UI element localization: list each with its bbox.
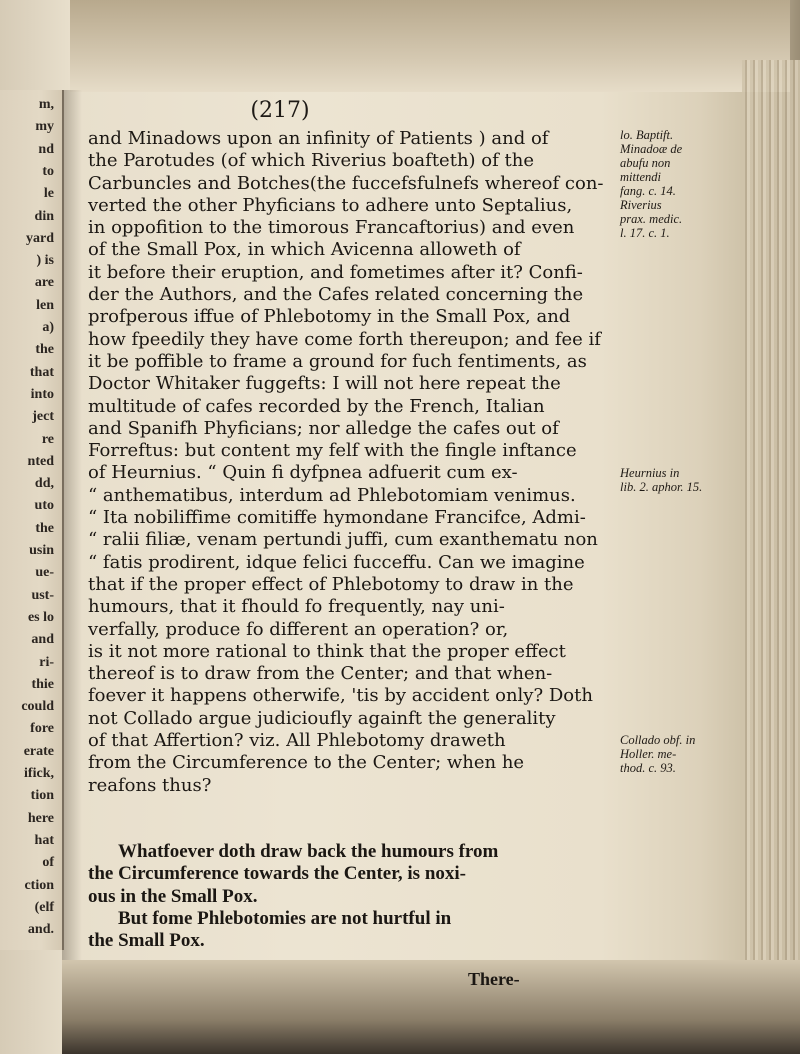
margin-note-line: Minadoæ de bbox=[620, 142, 683, 156]
left-page-fragment: din bbox=[34, 208, 54, 224]
text-line: the Parotudes (of which Riverius boafteth) of the bbox=[88, 150, 534, 172]
left-page-fragment: yard bbox=[26, 230, 54, 246]
margin-note-heurnius bbox=[620, 466, 750, 494]
syllogism-line: Whatfoever doth draw back the humours from bbox=[118, 840, 499, 862]
text-line: “ ralii filiæ, venam pertundi juffi, cum exanthematu non bbox=[88, 529, 598, 551]
left-page-fragment: es lo bbox=[27, 609, 54, 625]
margin-note-line: Holler. me- bbox=[620, 747, 677, 761]
text-line: of that Affertion? viz. All Phlebotomy draweth bbox=[88, 730, 506, 752]
text-line: and Minadows upon an infinity of Patients ) and of bbox=[88, 128, 549, 149]
text-line: “ Ita nobiliffime comitiffe hymondane Francifce, Admi- bbox=[88, 507, 586, 529]
text-line: from the Circumference to the Center; when he bbox=[88, 752, 525, 774]
left-page-fragment: nd bbox=[38, 141, 54, 157]
margin-note-line: mittendi bbox=[620, 170, 661, 184]
left-page-fragment: ction bbox=[24, 877, 54, 893]
syllogism-line: ous in the Small Pox. bbox=[88, 885, 258, 907]
text-line: “ anthematibus, interdum ad Phlebotomiam venimus. bbox=[88, 484, 576, 506]
body-text bbox=[88, 128, 648, 991]
left-page-fragment: uto bbox=[34, 498, 54, 514]
text-line: it before their eruption, and fometimes after it? Confi- bbox=[88, 261, 583, 283]
margin-note-line: abufu non bbox=[620, 156, 671, 170]
text-line: that if the proper effect of Phlebotomy to draw in the bbox=[88, 573, 574, 595]
left-page-fragment: thie bbox=[31, 676, 54, 692]
left-page-fragment: are bbox=[34, 275, 54, 291]
margin-note-line: thod. c. 93. bbox=[620, 761, 676, 775]
text-line: “ fatis prodirent, idque felici fucceffu. Can we imagine bbox=[88, 551, 585, 573]
text-line: in oppofition to the timorous Francaftorius) and even bbox=[88, 217, 575, 239]
left-page-fragment: here bbox=[27, 810, 54, 826]
text-line: multitude of cafes recorded by the French, Italian bbox=[88, 395, 545, 417]
left-page-fragment: nted bbox=[27, 453, 54, 469]
left-page-fragment: into bbox=[30, 386, 54, 402]
text-line: foever it happens otherwife, 'tis by accident only? Doth bbox=[88, 685, 593, 707]
left-page-fragment: erate bbox=[23, 743, 54, 759]
left-page-fragment: the bbox=[35, 342, 54, 358]
catchword-gap bbox=[88, 952, 648, 968]
left-page-fragment: ust- bbox=[31, 587, 54, 603]
left-page-fragment: to bbox=[42, 163, 54, 179]
left-page-fragment: could bbox=[21, 699, 54, 715]
syllogism-line: the Small Pox. bbox=[88, 930, 205, 952]
left-page-fragment: m, bbox=[38, 97, 54, 112]
left-page-fragment: the bbox=[35, 520, 54, 536]
left-page-fragment: ri- bbox=[39, 654, 54, 670]
left-page-fragment: that bbox=[29, 364, 54, 380]
syllogism-line: the Circumference towards the Center, is noxi- bbox=[88, 863, 466, 885]
text-line: and Spanifh Phyficians; nor alledge the cafes out of bbox=[88, 417, 559, 439]
margin-note-line: fang. c. 14. bbox=[620, 184, 676, 198]
margin-note-collado bbox=[620, 733, 750, 775]
text-line: it be poffible to frame a ground for fuch fentiments, as bbox=[88, 350, 587, 372]
margin-note-line: lib. 2. aphor. 15. bbox=[620, 480, 703, 494]
left-facing-page bbox=[0, 90, 64, 950]
text-line: verted the other Phyficians to adhere unto Septalius, bbox=[88, 194, 573, 216]
page-right-edge bbox=[742, 60, 800, 990]
left-page-fragment: a) bbox=[42, 320, 54, 335]
margin-note-line: lo. Baptift. bbox=[620, 128, 674, 142]
left-page-fragment: and. bbox=[27, 922, 54, 938]
margin-note-minadoa bbox=[620, 128, 750, 240]
text-line: Doctor Whitaker fuggefts: I will not here repeat the bbox=[88, 373, 561, 395]
syllogism-line: But fome Phlebotomies are not hurtful in bbox=[118, 907, 452, 929]
gutter-shadow bbox=[62, 90, 82, 960]
left-page-fragment: len bbox=[36, 297, 54, 313]
left-page-fragment: and bbox=[31, 632, 54, 648]
left-page-fragment: le bbox=[43, 186, 54, 202]
left-page-fragment: ue- bbox=[35, 565, 54, 581]
text-line: humours, that it fhould fo frequently, nay uni- bbox=[88, 596, 505, 618]
left-page-fragment: ject bbox=[32, 409, 54, 425]
text-line: how fpeedily they have come forth thereupon; and fee if bbox=[88, 328, 601, 350]
left-page-fragment: fore bbox=[30, 721, 54, 737]
margin-note-line: Heurnius in bbox=[620, 466, 680, 480]
text-line: profperous iffue of Phlebotomy in the Small Pox, and bbox=[88, 306, 571, 328]
left-page-fragment: dd, bbox=[34, 476, 54, 492]
text-line: der the Authors, and the Cafes related concerning the bbox=[88, 284, 584, 306]
text-line: of Heurnius. “ Quin fi dyfpnea adfuerit cum ex- bbox=[88, 462, 518, 484]
left-page-fragment: re bbox=[41, 431, 54, 447]
left-page-fragment: tion bbox=[30, 788, 54, 804]
left-page-fragment: my bbox=[35, 119, 54, 135]
text-line: of the Small Pox, in which Avicenna alloweth of bbox=[88, 239, 521, 261]
text-line: Carbuncles and Botches(the fuccefsfulnefs whereof con- bbox=[88, 172, 604, 194]
left-page-fragment: hat bbox=[34, 832, 54, 848]
text-line: reafons thus? bbox=[88, 774, 212, 796]
text-line: not Collado argue judicioufly againft the generality bbox=[88, 707, 556, 729]
left-page-fragment: ifick, bbox=[24, 766, 54, 781]
text-line: thereof is to draw from the Center; and that when- bbox=[88, 663, 553, 685]
left-page-fragment: ) is bbox=[36, 253, 54, 269]
text-line: is it not more rational to think that the proper effect bbox=[88, 640, 566, 662]
page-number: (217) bbox=[250, 98, 310, 123]
left-page-fragment: of bbox=[42, 855, 54, 871]
paragraph-gap bbox=[88, 797, 648, 841]
text-line: verfally, produce fo different an operation? or, bbox=[88, 618, 509, 640]
left-page-fragment: (elf bbox=[34, 899, 54, 915]
page-top-shadow bbox=[70, 0, 790, 92]
text-line: Forreftus: but content my felf with the fingle inftance bbox=[88, 440, 577, 462]
margin-note-line: Collado obf. in bbox=[620, 733, 696, 747]
margin-note-line: l. 17. c. 1. bbox=[620, 226, 670, 240]
catchword: There- bbox=[468, 969, 520, 990]
margin-note-line: Riverius bbox=[620, 198, 662, 212]
margin-note-line: prax. medic. bbox=[620, 212, 683, 226]
left-page-fragment: usin bbox=[29, 543, 54, 558]
